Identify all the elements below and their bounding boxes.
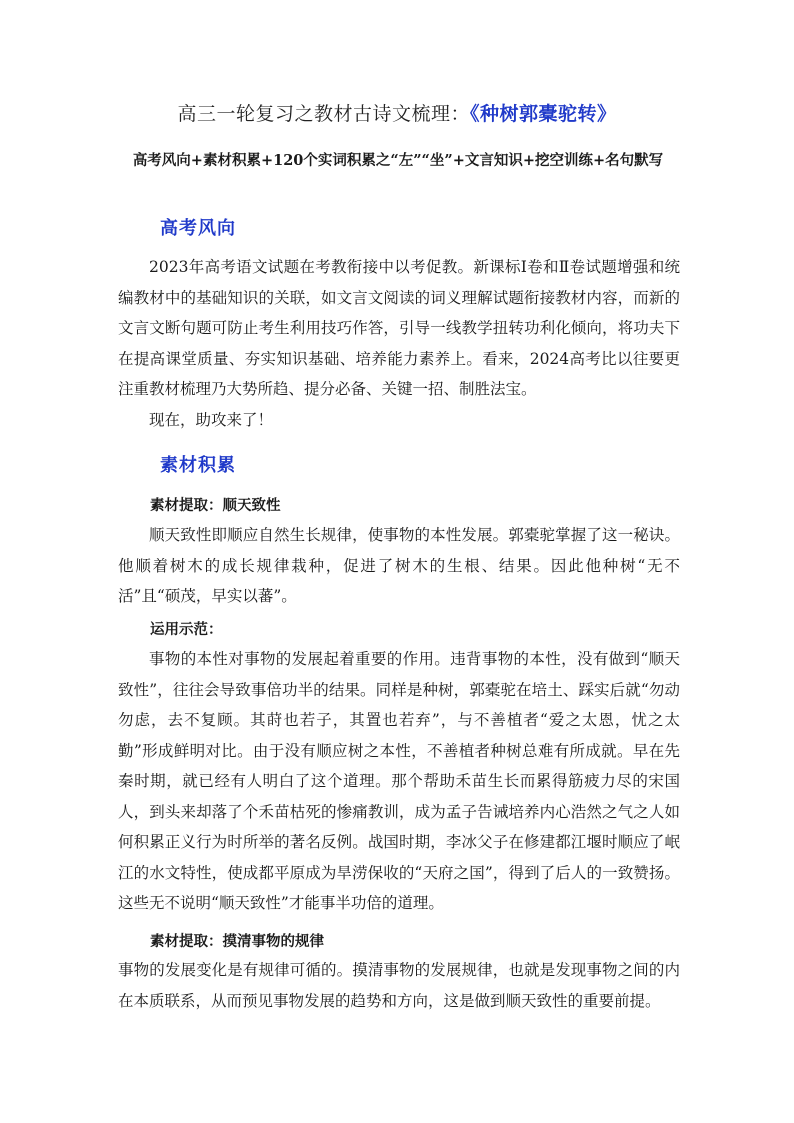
sucai-paragraph-2: 事物的本性对事物的发展起着重要的作用。违背事物的本性，没有做到“顺天致性”，往往会导致事倍功半的结果。同样是种树，郭橐驼在培土、踩实后就“勿动勿虑，去不复顾。其莳也若子，其置也若弃”，与不善植者“爱之太恩，忧之太勤”形成鲜明对比。由于没有顺应树之本性，不善植者种树总难有所成就。早在先秦时期，就已经有人明白了这个道理。那个帮助禾苗生长而累得筋疲力尽的宋国人，到头来却落了个禾苗枯死的惨痛教训，成为孟子告诫培养内心浩然之气之人如何积累正义行为时所举的著名反例。战国时期，李冰父子在修建都江堰时顺应了岷江的水文特性，使成都平原成为旱涝保收的“天府之国”，得到了后人的一致赞扬。这些无不说明“顺天致性”才能事半功倍的道理。: [118, 650, 680, 912]
title-text: 高三一轮复习之教材古诗文梳理：: [177, 103, 470, 125]
title-highlight: 《种树郭橐驼转》: [470, 103, 617, 125]
document-subtitle: 高考风向+素材积累+120个实词积累之“左”“坐”+文言知识+挖空训练+名句默写: [132, 152, 664, 169]
sucai-label-2: 运用示范：: [150, 621, 223, 638]
sucai-paragraph-3: 事物的发展变化是有规律可循的。摸清事物的发展规律，也就是发现事物之间的内在本质联系，从而预见事物发展的趋势和方向，这是做到顺天致性的重要前提。: [118, 961, 680, 1010]
sucai-label-3: 素材提取：摸清事物的规律: [150, 933, 324, 950]
section-heading-sucai: 素材积累: [160, 455, 236, 476]
sucai-paragraph-1: 顺天致性即顺应自然生长规律，使事物的本性发展。郭橐驼掌握了这一秘诀。他顺着树木的成长规律栽种，促进了树木的生根、结果。因此他种树“无不活”且“硕茂，早实以蕃”。: [118, 526, 680, 605]
sucai-label-1: 素材提取：顺天致性: [150, 497, 281, 514]
gaokao-paragraph-1: 2023年高考语文试题在考教衔接中以考促教。新课标Ⅰ卷和Ⅱ卷试题增强和统编教材中的基础知识的关联，如文言文阅读的词义理解试题衔接教材内容，而新的文言文断句题可防止考生利用技巧作答，引导一线教学扭转功利化倾向，将功夫下在提高课堂质量、夯实知识基础、培养能力素养上。看来，2024高考比以往要更注重教材梳理乃大势所趋、提分必备、关键一招、制胜法宝。: [118, 258, 680, 398]
section-heading-gaokao: 高考风向: [160, 218, 236, 239]
document-title: [0, 100, 794, 128]
gaokao-paragraph-2: 现在，助攻来了！: [149, 411, 274, 429]
